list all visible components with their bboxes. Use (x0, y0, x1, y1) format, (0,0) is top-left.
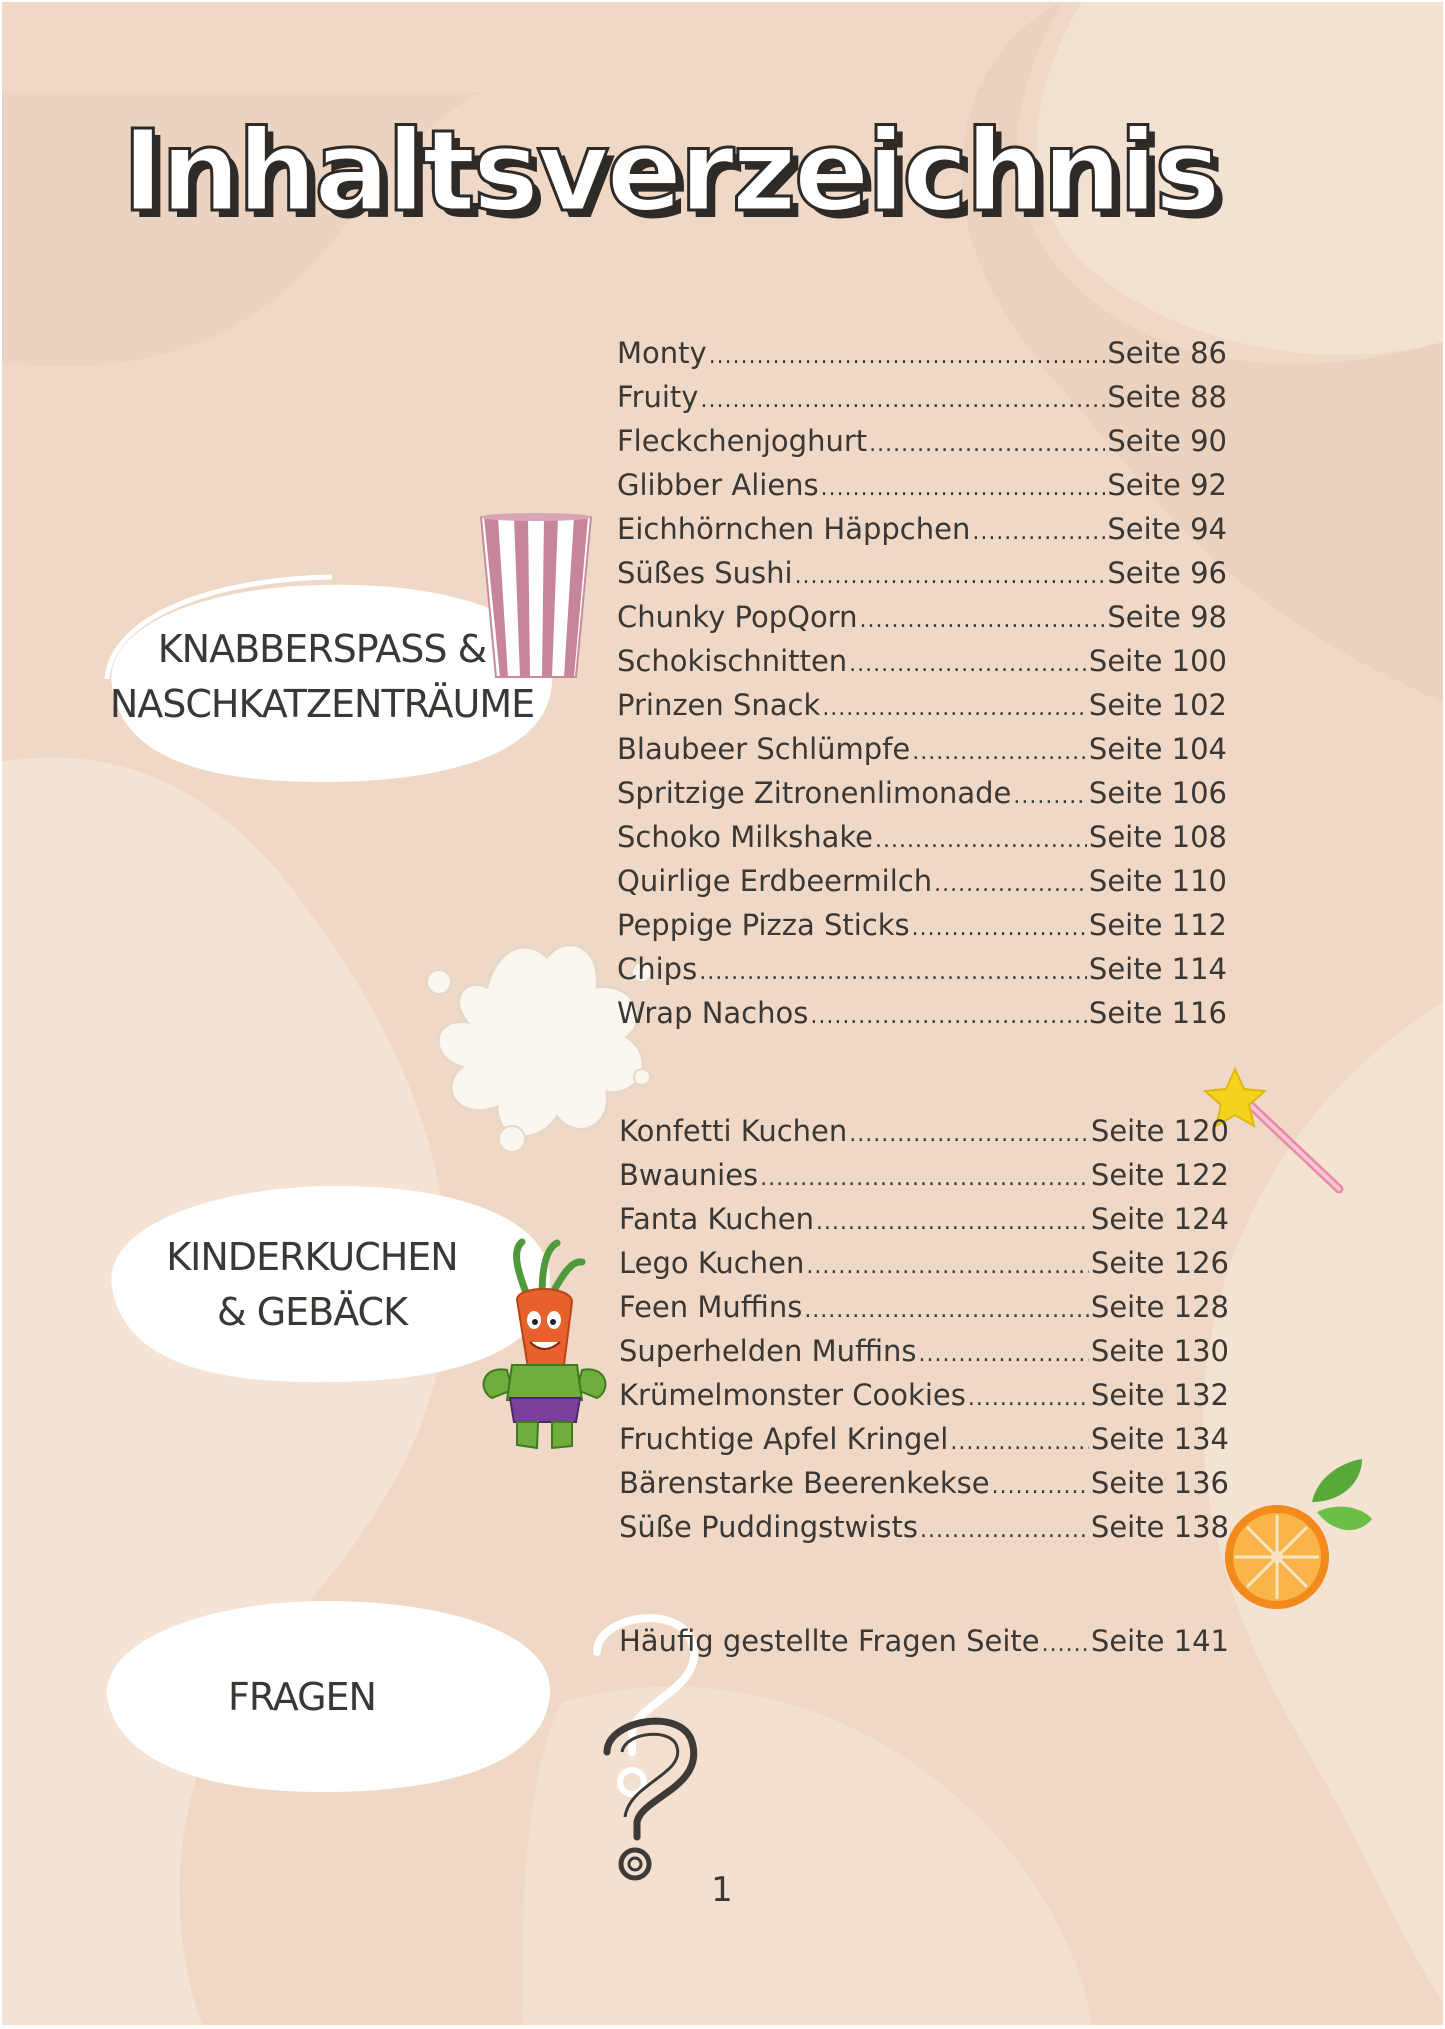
toc-entry-title: Konfetti Kuchen (619, 1114, 848, 1148)
section-label-line: KINDERKUCHEN (166, 1235, 458, 1279)
toc-entry-page: Seite 86 (1107, 336, 1227, 370)
toc-entry[interactable] (617, 463, 1227, 507)
toc-entry-page: Seite 94 (1107, 512, 1227, 546)
toc-entry[interactable] (617, 771, 1227, 815)
toc-entry-page: Seite 141 (1090, 1624, 1229, 1658)
toc-leader-dots (919, 1333, 1089, 1377)
magic-wand-icon (1207, 1067, 1357, 1202)
toc-entry-page: Seite 90 (1107, 424, 1227, 458)
toc-entry-page: Seite 106 (1088, 776, 1227, 810)
toc-entry[interactable] (617, 419, 1227, 463)
toc-leader-dots (968, 1377, 1089, 1421)
orange-slice-icon (1222, 1457, 1372, 1612)
toc-leader-dots (934, 863, 1087, 907)
toc-entry-title: Chips (617, 952, 698, 986)
toc-entry-title: Schokischnitten (617, 644, 848, 678)
toc-entry-page: Seite 110 (1088, 864, 1227, 898)
toc-entry-title: Fanta Kuchen (619, 1202, 815, 1236)
toc-entry[interactable] (617, 639, 1227, 683)
toc-entry-page: Seite 92 (1107, 468, 1227, 502)
toc-entry-title: Wrap Nachos (617, 996, 809, 1030)
section-label-line: KNABBERSPASS & (157, 627, 487, 671)
toc-entry-title: Fruchtige Apfel Kringel (619, 1422, 949, 1456)
toc-list-fragen (619, 1619, 1229, 1663)
toc-entry-title: Schoko Milkshake (617, 820, 873, 854)
toc-entry-page: Seite 104 (1088, 732, 1227, 766)
toc-leader-dots (822, 687, 1087, 731)
toc-entry-page: Seite 130 (1090, 1334, 1229, 1368)
toc-entry-page: Seite 122 (1090, 1158, 1229, 1192)
toc-entry-page: Seite 126 (1090, 1246, 1229, 1280)
toc-entry-title: Glibber Aliens (617, 468, 819, 502)
toc-entry-page: Seite 102 (1088, 688, 1227, 722)
toc-leader-dots (992, 1465, 1089, 1509)
toc-entry-title: Chunky PopQorn (617, 600, 858, 634)
toc-leader-dots (860, 599, 1106, 643)
toc-entry-title: Süße Puddingstwists (619, 1510, 918, 1544)
toc-entry-page: Seite 96 (1107, 556, 1227, 590)
toc-entry-page: Seite 88 (1107, 380, 1227, 414)
toc-entry[interactable] (619, 1197, 1229, 1241)
toc-leader-dots (821, 467, 1106, 511)
toc-entry-title: Häufig gestellte Fragen Seite (619, 1624, 1040, 1658)
toc-entry-page: Seite 98 (1107, 600, 1227, 634)
toc-leader-dots (849, 643, 1087, 687)
carrot-hero-icon (472, 1240, 617, 1455)
toc-entry-page: Seite 132 (1090, 1378, 1229, 1412)
toc-leader-dots (806, 1245, 1089, 1289)
toc-entry[interactable] (619, 1417, 1229, 1461)
toc-entry-page: Seite 136 (1090, 1466, 1229, 1500)
toc-entry-title: Fleckchenjoghurt (617, 424, 868, 458)
toc-entry-title: Bwaunies (619, 1158, 759, 1192)
toc-entry-title: Prinzen Snack (617, 688, 821, 722)
toc-leader-dots (849, 1113, 1089, 1157)
toc-entry[interactable] (619, 1619, 1229, 1663)
toc-entry[interactable] (619, 1241, 1229, 1285)
toc-entry-title: Spritzige Zitronenlimonade (617, 776, 1012, 810)
toc-entry-title: Feen Muffins (619, 1290, 803, 1324)
toc-entry[interactable] (617, 683, 1227, 727)
toc-entry[interactable] (619, 1285, 1229, 1329)
toc-entry-title: Peppige Pizza Sticks (617, 908, 910, 942)
toc-leader-dots (700, 379, 1105, 423)
toc-entry-title: Quirlige Erdbeermilch (617, 864, 933, 898)
toc-leader-dots (912, 731, 1087, 775)
toc-entry[interactable] (617, 991, 1227, 1035)
toc-leader-dots (709, 335, 1106, 379)
toc-leader-dots (920, 1509, 1089, 1553)
toc-entry-page: Seite 112 (1088, 908, 1227, 942)
section-label-kinderkuchen (152, 1230, 472, 1340)
toc-entry[interactable] (617, 727, 1227, 771)
page-title: Inhaltsverzeichnis (122, 107, 1218, 237)
toc-entry[interactable] (617, 903, 1227, 947)
toc-entry[interactable] (619, 1153, 1229, 1197)
toc-entry-title: Bärenstarke Beerenkekse (619, 1466, 990, 1500)
toc-entry[interactable] (617, 375, 1227, 419)
toc-leader-dots (795, 555, 1106, 599)
toc-entry-page: Seite 116 (1088, 996, 1227, 1030)
toc-entry[interactable] (617, 815, 1227, 859)
toc-leader-dots (950, 1421, 1089, 1465)
toc-entry-title: Süßes Sushi (617, 556, 793, 590)
section-label-line: FRAGEN (228, 1675, 376, 1719)
toc-entry-title: Monty (617, 336, 707, 370)
toc-entry-title: Krümelmonster Cookies (619, 1378, 966, 1412)
toc-entry-page: Seite 138 (1090, 1510, 1229, 1544)
toc-leader-dots (912, 907, 1087, 951)
toc-entry-title: Eichhörnchen Häppchen (617, 512, 971, 546)
toc-entry-page: Seite 108 (1088, 820, 1227, 854)
toc-list-kinderkuchen (619, 1109, 1229, 1549)
toc-leader-dots (816, 1201, 1089, 1245)
section-label-line: NASCHKATZENTRÄUME (109, 682, 535, 726)
toc-entry[interactable] (617, 507, 1227, 551)
toc-entry[interactable] (619, 1461, 1229, 1505)
toc-leader-dots (869, 423, 1105, 467)
toc-list-knabberspass (617, 331, 1227, 1035)
toc-entry-page: Seite 100 (1088, 644, 1227, 678)
toc-entry-title: Lego Kuchen (619, 1246, 805, 1280)
section-label-line: & GEBÄCK (216, 1290, 407, 1334)
toc-entry-title: Blaubeer Schlümpfe (617, 732, 911, 766)
toc-entry[interactable] (619, 1505, 1229, 1549)
toc-entry-page: Seite 128 (1090, 1290, 1229, 1324)
page (2, 2, 1443, 2025)
popcorn-bucket-icon (476, 512, 596, 682)
toc-entry[interactable] (617, 595, 1227, 639)
toc-entry-title: Superhelden Muffins (619, 1334, 917, 1368)
toc-entry[interactable] (617, 859, 1227, 903)
toc-entry-page: Seite 120 (1090, 1114, 1229, 1148)
toc-entry[interactable] (619, 1329, 1229, 1373)
toc-leader-dots (1013, 775, 1087, 819)
toc-entry[interactable] (619, 1373, 1229, 1417)
section-label-fragen (182, 1670, 422, 1725)
toc-leader-dots (760, 1157, 1089, 1201)
toc-entry-page: Seite 114 (1088, 952, 1227, 986)
toc-entry-page: Seite 134 (1090, 1422, 1229, 1456)
toc-entry[interactable] (619, 1109, 1229, 1153)
toc-leader-dots (1042, 1623, 1089, 1667)
toc-leader-dots (804, 1289, 1089, 1333)
toc-entry-page: Seite 124 (1090, 1202, 1229, 1236)
toc-entry[interactable] (617, 331, 1227, 375)
toc-leader-dots (972, 511, 1105, 555)
toc-entry-title: Fruity (617, 380, 699, 414)
toc-leader-dots (875, 819, 1087, 863)
toc-entry[interactable] (617, 947, 1227, 991)
toc-leader-dots (810, 995, 1087, 1039)
toc-leader-dots (699, 951, 1087, 995)
toc-entry[interactable] (617, 551, 1227, 595)
page-number: 1 (711, 1870, 733, 1910)
